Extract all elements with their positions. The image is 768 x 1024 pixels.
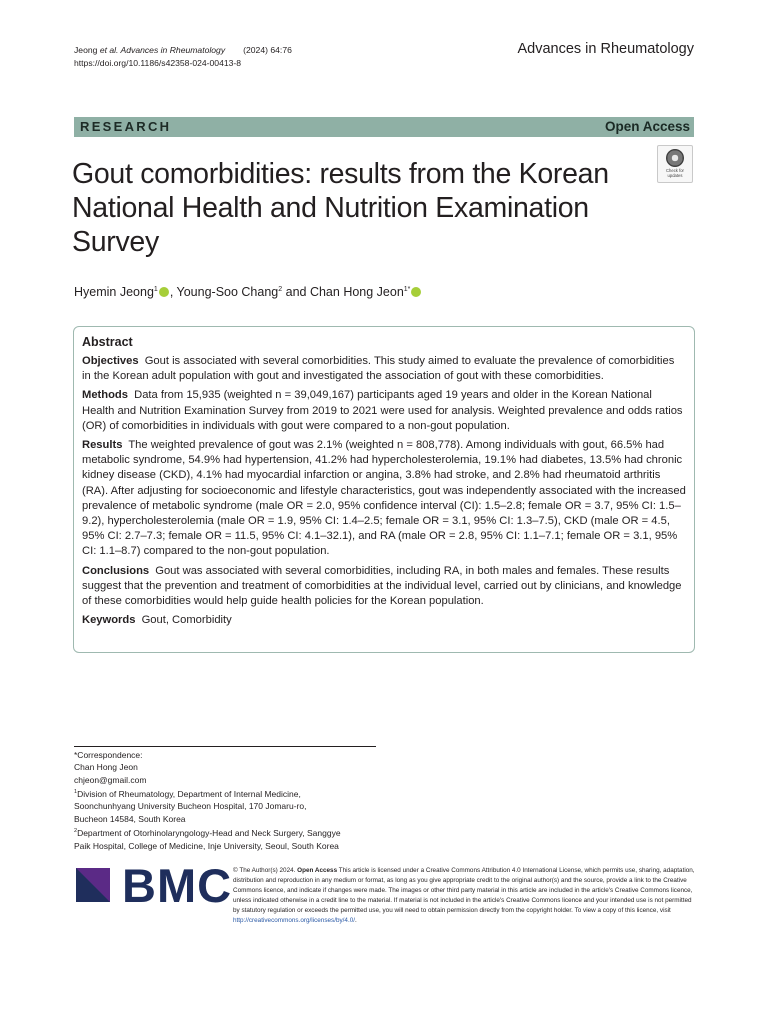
- check-for-updates-icon: [666, 149, 684, 167]
- license-link[interactable]: http://creativecommons.org/licenses/by/4.0/: [233, 917, 355, 925]
- abstract-keywords: [82, 613, 686, 628]
- license-body: This article is licensed under a Creative Commons Attribution 4.0 International License, which permits use, sharing, adaptation, distribution and reproduction in any medium or format, as long as you give appropriate credit to the original author(s) and the source, provide a link to the Creative Commons licence, and indicate if changes were made. The images or other third party material in this article are included in the article's Creative Commons licence, unless indicated otherwise in a credit line to the material. If material is not included in the article's Creative Commons licence and your intended use is not permitted by statutory regulation or exceeds the permitted use, you will need to obtain permission directly from the copyright holder. To view a copy of this licence, visit: [233, 867, 695, 915]
- section-text: The weighted prevalence of gout was 2.1% (weighted n = 808,778). Among individuals with gout, 66.5% had metabolic syndrome, 54.9% had hypertension, 41.2% had hypercholesterolemia, 19.1% had diabetes, 13.5% had chronic kidney disease (CKD), 4.1% had myocardial infarction or angina, 3.8% had stroke, and 2.8% had rheumatoid arthritis (RA). After adjusting for socioeconomic and lifestyle characteristics, gout was independently associated with the increased prevalence of metabolic syndrome (male OR = 2.0, 95% confidence interval (CI): 1.5–2.8; female OR = 3.7, 95% CI: 1.5–9.2), hypercholesterolemia (male OR = 1.9, 95% CI: 1.4–2.5; female OR = 3.1, 95% CI: 1.3–7.5), CKD (male OR = 4.5, 95% CI: 2.7–7.3; female OR = 11.5, 95% CI: 4.1–32.1), and RA (male OR = 2.8, 95% CI: 1.1–7.1; female OR = 3.1, 95% CI: 1.1–8.7) compared to the non-gout population.: [82, 439, 686, 558]
- open-access-label: Open Access: [604, 119, 690, 134]
- section-label: Methods: [82, 389, 128, 402]
- author-affiliation: 1: [153, 285, 158, 293]
- check-for-updates-line1: Check for: [666, 168, 684, 173]
- affiliation-2: [74, 825, 394, 839]
- running-header: [74, 44, 292, 70]
- section-label: Keywords: [82, 614, 136, 627]
- check-for-updates-line2: updates: [667, 173, 683, 178]
- author-name: Hyemin Jeong: [74, 285, 154, 299]
- abstract-box: [73, 326, 695, 653]
- section-label: Objectives: [82, 355, 139, 367]
- author-name: , Young-Soo Chang: [169, 285, 279, 299]
- bmc-logo-icon: [76, 868, 110, 902]
- orcid-icon[interactable]: [411, 287, 421, 297]
- section-text: Gout, Comorbidity: [141, 614, 232, 627]
- license-copyright: © The Author(s) 2024.: [233, 867, 298, 874]
- bmc-logo-text: BMC: [122, 859, 233, 912]
- license-suffix: .: [355, 917, 357, 925]
- section-text: Gout was associated with several comorbidities, including RA, in both males and females. These results suggest that the prevention and treatment of comorbidities at the individual level, carried out by clinicians, and knowledge of these comorbidities would help guide health policies for the Korean population.: [82, 564, 682, 608]
- section-label: Conclusions: [82, 564, 150, 577]
- abstract-objectives: [82, 354, 686, 384]
- author-name: and Chan Hong Jeon: [282, 285, 404, 299]
- author-affiliation: 2: [278, 285, 283, 293]
- section-text: Data from 15,935 (weighted n = 39,049,167) participants aged 19 years and older in the Korean National Health and Nutrition Examination Survey from 2019 to 2021 were used for analysis. Weighted prevalence and odds ratios (OR) of comorbidities in individuals with gout were compared to a non-gout population.: [82, 389, 683, 432]
- header-authors: Jeong: [74, 45, 100, 55]
- abstract-methods: [82, 388, 686, 434]
- article-title: Gout comorbidities: results from the Korean National Health and Nutrition Examination Survey: [72, 158, 609, 258]
- correspondence-heading: *Correspondence:: [74, 750, 143, 760]
- orcid-icon[interactable]: [159, 287, 169, 297]
- author-list: [74, 285, 422, 299]
- header-journal-abbrev: et al. Advances in Rheumatology: [99, 45, 226, 55]
- article-type-label: RESEARCH: [80, 119, 172, 134]
- section-label: Results: [82, 439, 123, 452]
- affiliation-text: Division of Rheumatology, Department of Internal Medicine,: [77, 789, 301, 800]
- affiliation-1-line3: Bucheon 14584, South Korea: [74, 813, 186, 824]
- header-year-volume: (2024) 64:76: [243, 45, 292, 55]
- affiliation-1: [74, 786, 394, 800]
- affiliation-2-line2: Paik Hospital, College of Medicine, Inje University, Seoul, South Korea: [74, 840, 339, 851]
- affiliation-1-line2: Soonchunhyang University Bucheon Hospital, 170 Jomaru-ro,: [74, 801, 307, 812]
- correspondence-block: [74, 749, 394, 852]
- affiliation-text: Department of Otorhinolaryngology-Head and Neck Surgery, Sanggye: [77, 828, 341, 839]
- abstract-conclusions: [82, 564, 686, 610]
- author-affiliation: 1*: [403, 285, 411, 293]
- license-text: [233, 866, 695, 927]
- affiliation-number: 2: [74, 828, 78, 835]
- journal-name: Advances in Rheumatology: [517, 41, 694, 57]
- correspondence-name: Chan Hong Jeon: [74, 762, 138, 773]
- check-for-updates-button[interactable]: [657, 145, 693, 183]
- footnote-rule: [74, 746, 376, 747]
- abstract-heading: Abstract: [82, 335, 133, 349]
- affiliation-number: 1: [74, 789, 78, 796]
- license-open-access: Open Access: [297, 867, 338, 874]
- section-text: Gout is associated with several comorbidities. This study aimed to evaluate the prevalence of comorbidities in the Korean adult population with gout and investigated the association of gout with these comorbidities.: [82, 355, 675, 383]
- doi-link[interactable]: https://doi.org/10.1186/s42358-024-00413-8: [74, 58, 242, 68]
- correspondence-email[interactable]: chjeon@gmail.com: [74, 774, 147, 785]
- abstract-results: [82, 438, 686, 560]
